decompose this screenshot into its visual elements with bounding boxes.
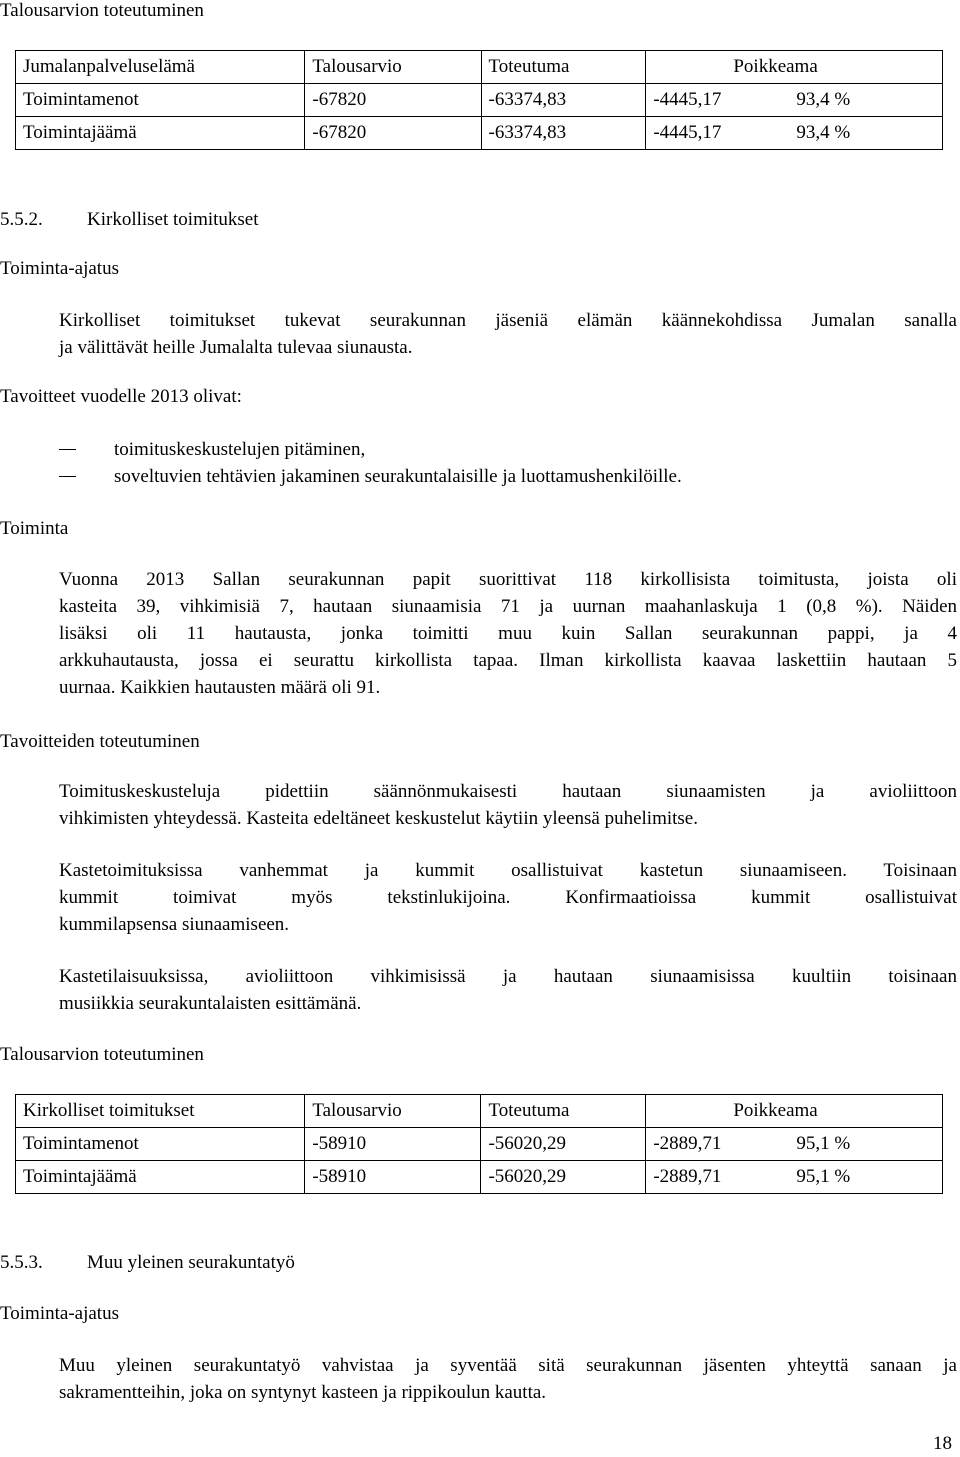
text-line: Toimituskeskusteluja pidettiin säännönmukaisesti hautaan siunaamisten ja avioliittoon [59, 781, 957, 802]
subheading-realization: Tavoitteiden toteutuminen [0, 731, 200, 752]
table-cell-text: 93,4 % [796, 122, 851, 143]
table-cell-text: 95,1 % [796, 1133, 851, 1154]
realization-paragraph-3 [59, 963, 957, 1017]
text-line: ja välittävät heille Jumalalta tulevaa siunausta. [59, 337, 413, 358]
table-row [16, 117, 943, 150]
table-cell: -56020,29 [481, 1128, 646, 1161]
table-cell-text: -2889,71 [653, 1133, 722, 1154]
table-cell: Talousarvio [305, 1095, 481, 1128]
text-line: Kastetilaisuuksissa, avioliittoon vihkimisissä ja hautaan siunaamisissa kuultiin toisinaan [59, 966, 957, 987]
text-line: Kirkolliset toimitukset tukevat seurakunnan jäseniä elämän käännekohdissa Jumalan sanalla [59, 310, 957, 331]
table-cell: -67820 [305, 84, 481, 117]
table-cell [646, 1128, 943, 1161]
table-cell: Jumalanpalveluselämä [16, 51, 305, 84]
table-cell: Toimintajäämä [16, 1161, 305, 1194]
table-cell [646, 117, 943, 150]
table-cell: Toimintamenot [16, 84, 305, 117]
text-line: sakramentteihin, joka on syntynyt kasteen ja rippikoulun kautta. [59, 1382, 547, 1403]
subheading-goals: Tavoitteet vuodelle 2013 olivat: [0, 386, 242, 407]
table-row [16, 84, 943, 117]
table-cell: Toimintajäämä [16, 117, 305, 150]
table-cell [646, 84, 943, 117]
text-line: Kastetoimituksissa vanhemmat ja kummit osallistuivat kastetun siunaamiseen. Toisinaan [59, 860, 957, 881]
list-item [59, 463, 682, 490]
table-cell-text: Poikkeama [733, 56, 818, 77]
budget1-heading: Talousarvion toteutuminen [0, 0, 204, 21]
text-line: kummit toimivat myös tekstinlukijoina. Konfirmaatioissa kummit osallistuivat [59, 887, 957, 908]
table-cell-text: 93,4 % [796, 89, 851, 110]
table-cell [646, 1095, 943, 1128]
text-line: musiikkia seurakuntalaisten esittämänä. [59, 993, 362, 1014]
table-cell: Toimintamenot [16, 1128, 305, 1161]
subheading-activity: Toiminta [0, 518, 69, 539]
table-cell: -63374,83 [481, 117, 646, 150]
table-cell: -67820 [305, 117, 481, 150]
section-number: 5.5.2. [0, 209, 43, 230]
section-title: Kirkolliset toimitukset [87, 209, 259, 230]
page-number: 18 [933, 1433, 952, 1454]
table-cell: -58910 [305, 1128, 481, 1161]
dash-bullet-icon [59, 476, 76, 477]
goals-list [59, 436, 682, 490]
text-line: arkkuhautausta, jossa ei seurattu kirkollista tapaa. Ilman kirkollista kaavaa laskettiin hautaan 5 [59, 650, 957, 671]
table-cell-text: Poikkeama [733, 1100, 818, 1121]
text-line: kummilapsensa siunaamiseen. [59, 914, 290, 935]
list-item [59, 436, 682, 463]
table-cell: Kirkolliset toimitukset [16, 1095, 305, 1128]
text-line: Vuonna 2013 Sallan seurakunnan papit suorittivat 118 kirkollisista toimitusta, joista oli [59, 569, 957, 590]
realization-paragraph-2 [59, 857, 957, 938]
budget1-table [15, 50, 943, 150]
list-item-text: soveltuvien tehtävien jakaminen seurakuntalaisille ja luottamushenkilöille. [114, 466, 682, 487]
table-row [16, 1161, 943, 1194]
text-line: Muu yleinen seurakuntatyö vahvistaa ja syventää sitä seurakunnan jäsenten yhteyttä sanaan ja [59, 1355, 957, 1376]
table-header-row [16, 1095, 943, 1128]
table-cell-text: -2889,71 [653, 1166, 722, 1187]
list-item-text: toimituskeskustelujen pitäminen, [114, 439, 366, 460]
idea-paragraph [59, 1352, 957, 1406]
table-cell: -58910 [305, 1161, 481, 1194]
dash-bullet-icon [59, 449, 76, 450]
budget2-heading: Talousarvion toteutuminen [0, 1044, 204, 1065]
table-cell-text: -4445,17 [653, 89, 722, 110]
subheading-idea: Toiminta-ajatus [0, 1303, 119, 1324]
table-cell: Toteutuma [481, 51, 646, 84]
table-cell-text: -4445,17 [653, 122, 722, 143]
budget2-table [15, 1094, 943, 1194]
table-cell [646, 51, 943, 84]
table-cell-text: 95,1 % [796, 1166, 851, 1187]
table-cell: Toteutuma [481, 1095, 646, 1128]
idea-paragraph [59, 307, 957, 361]
text-line: vihkimisten yhteydessä. Kasteita edeltäneet keskustelut käytiin yleensä puhelimitse. [59, 808, 698, 829]
text-line: lisäksi oli 11 hautausta, jonka toimitti muu kuin Sallan seurakunnan pappi, ja 4 [59, 623, 957, 644]
table-cell [646, 1161, 943, 1194]
text-line: kasteita 39, vihkimisiä 7, hautaan siunaamisia 71 ja uurnan maahanlaskuja 1 (0,8 %). Näiden [59, 596, 957, 617]
realization-paragraph-1 [59, 778, 957, 832]
activity-paragraph [59, 566, 957, 701]
table-cell: Talousarvio [305, 51, 481, 84]
table-row [16, 1128, 943, 1161]
table-cell: -63374,83 [481, 84, 646, 117]
text-line: uurnaa. Kaikkien hautausten määrä oli 91. [59, 677, 381, 698]
section-number: 5.5.3. [0, 1252, 43, 1273]
section-title: Muu yleinen seurakuntatyö [87, 1252, 295, 1273]
subheading-idea: Toiminta-ajatus [0, 258, 119, 279]
table-cell: -56020,29 [481, 1161, 646, 1194]
table-header-row [16, 51, 943, 84]
